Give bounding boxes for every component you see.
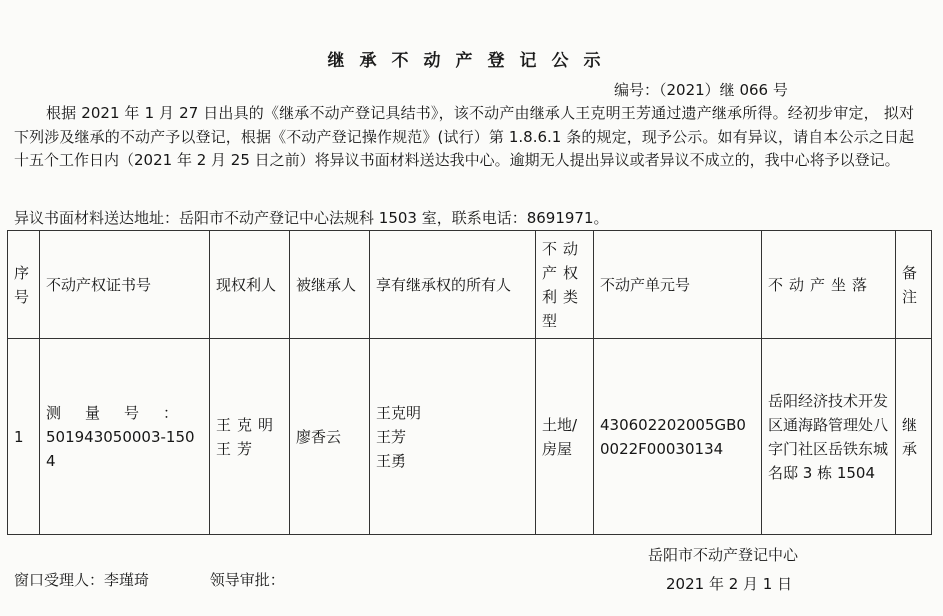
document-number: 编号：（2021）继 066 号 [614,81,788,99]
header-cert-no: 不动产权证书号 [40,231,210,339]
cell-remark: 继承 [896,339,932,535]
cell-heirs [370,339,536,535]
cell-location: 岳阳经济技术开发区通海路管理处八字门社区岳铁东城名邸 3 栋 1504 [762,339,896,535]
heir-item: 王勇 [376,451,407,470]
cell-unit-no: 430602202005GB00022F00030134 [594,339,762,535]
header-seq: 序号 [8,231,40,339]
heir-item: 王芳 [376,427,407,446]
cert-label: 测量号： [46,403,203,422]
cell-decedent: 廖香云 [290,339,370,535]
cell-owner: 王克明王芳 [210,339,290,535]
heir-item: 王克明 [376,403,422,422]
header-decedent: 被继承人 [290,231,370,339]
cell-seq: 1 [8,339,40,535]
issue-date: 2021 年 2 月 1 日 [666,575,793,593]
header-owner: 现权利人 [210,231,290,339]
announcement-paragraph: 根据 2021 年 1 月 27 日出具的《继承不动产登记具结书》，该不动产由继承人王克明王芳通过遗产继承所得。经初步审定， 拟对下列涉及继承的不动产予以登记，根据《不动产登记操作规范》(试行）第 1.8.6.1 条的规定，现予公示。如有异议，请自本公示之日起十五个工作日内（2021 年 2 月 25 日之前）将异议书面材料送达我中心。逾期无人提出异议或者异议不成立的，我中心将予以登记。 [14,104,914,169]
footer-signatures [14,569,341,590]
header-right-type: 不动产权利类型 [536,231,594,339]
cell-right-type: 土地/房屋 [536,339,594,535]
header-heirs: 享有继承权的所有人 [370,231,536,339]
cell-cert-no [40,339,210,535]
registration-table [7,230,932,535]
issuing-organization: 岳阳市不动产登记中心 [648,546,799,564]
header-remark: 备注 [896,231,932,339]
document-title: 继承不动产登记公示 [327,51,616,71]
cert-number: 501943050003-1504 [46,427,195,470]
leader-approval: 领导审批： [209,571,285,589]
objection-address: 异议书面材料送达地址：岳阳市不动产登记中心法规科 1503 室，联系电话：8691971。 [14,209,609,227]
window-receiver: 窗口受理人：李瑾琦 [14,571,150,589]
header-unit-no: 不动产单元号 [594,231,762,339]
header-location: 不动产坐落 [762,231,896,339]
table-header-row [8,231,932,339]
table-row [8,339,932,535]
